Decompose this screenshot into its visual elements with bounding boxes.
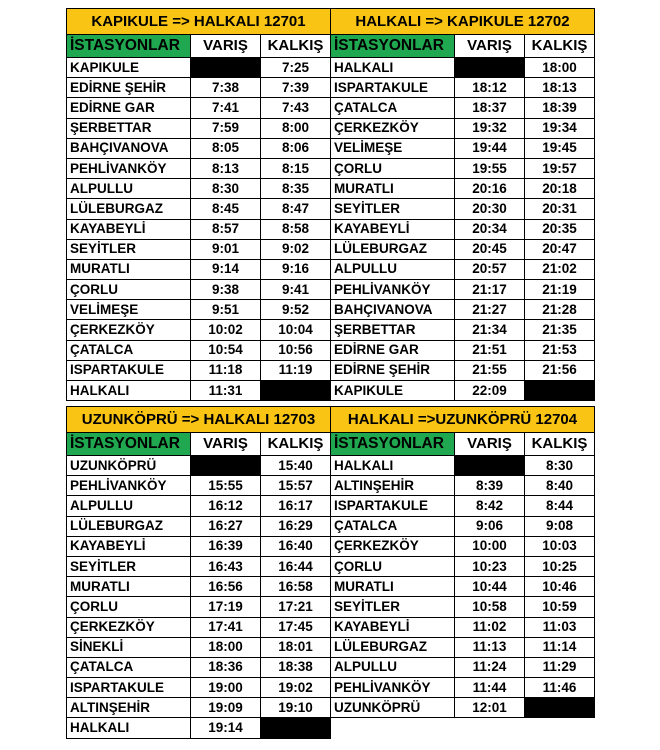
- column-header-arrival: VARIŞ: [191, 35, 261, 58]
- table-row: [67, 657, 331, 677]
- blank-cell: [261, 381, 331, 401]
- arrival-time: 10:00: [455, 536, 525, 556]
- station-name: MURATLI: [67, 259, 191, 279]
- arrival-time: 10:23: [455, 556, 525, 576]
- timetable-title: HALKALI => KAPIKULE 12702: [331, 9, 595, 35]
- table-row: [67, 300, 331, 320]
- blank-cell: [525, 381, 595, 401]
- station-name: KAYABEYLİ: [67, 219, 191, 239]
- station-name: ÇATALCA: [67, 657, 191, 677]
- station-name: ŞERBETTAR: [67, 118, 191, 138]
- table-row: [67, 118, 331, 138]
- arrival-time: 11:31: [191, 381, 261, 401]
- table-row: [67, 78, 331, 98]
- timetable-12702: [330, 8, 595, 401]
- departure-time: 8:40: [525, 476, 595, 496]
- station-name: SEYİTLER: [67, 556, 191, 576]
- column-header-departure: KALKIŞ: [525, 35, 595, 58]
- departure-time: 7:43: [261, 98, 331, 118]
- blank-cell: [455, 456, 525, 476]
- table-row: [331, 678, 595, 698]
- departure-time: 18:01: [261, 637, 331, 657]
- column-header-arrival: VARIŞ: [455, 433, 525, 456]
- arrival-time: 10:44: [455, 577, 525, 597]
- departure-time: 9:52: [261, 300, 331, 320]
- arrival-time: 10:02: [191, 320, 261, 340]
- station-name: ÇERKEZKÖY: [331, 536, 455, 556]
- departure-time: 8:35: [261, 179, 331, 199]
- arrival-time: 20:30: [455, 199, 525, 219]
- departure-time: 19:45: [525, 138, 595, 158]
- table-row: [67, 219, 331, 239]
- arrival-time: 9:06: [455, 516, 525, 536]
- arrival-time: 12:01: [455, 698, 525, 718]
- station-name: ALPULLU: [67, 179, 191, 199]
- station-name: SEYİTLER: [331, 199, 455, 219]
- station-name: EDİRNE ŞEHİR: [331, 360, 455, 380]
- departure-time: 9:08: [525, 516, 595, 536]
- station-name: ALPULLU: [331, 259, 455, 279]
- table-row: [331, 280, 595, 300]
- arrival-time: 20:45: [455, 239, 525, 259]
- blank-cell: [191, 456, 261, 476]
- arrival-time: 19:44: [455, 138, 525, 158]
- departure-time: 16:58: [261, 577, 331, 597]
- table-row: [67, 698, 331, 718]
- station-name: KAPIKULE: [67, 58, 191, 78]
- column-header-arrival: VARIŞ: [191, 433, 261, 456]
- arrival-time: 8:42: [455, 496, 525, 516]
- station-name: SEYİTLER: [67, 239, 191, 259]
- station-name: MURATLI: [331, 179, 455, 199]
- arrival-time: 21:51: [455, 340, 525, 360]
- station-name: PEHLİVANKÖY: [67, 158, 191, 178]
- station-name: LÜLEBURGAZ: [331, 239, 455, 259]
- column-header-departure: KALKIŞ: [261, 433, 331, 456]
- column-header-departure: KALKIŞ: [525, 433, 595, 456]
- arrival-time: 17:19: [191, 597, 261, 617]
- timetable-title: UZUNKÖPRÜ => HALKALI 12703: [67, 407, 331, 433]
- station-name: BAHÇIVANOVA: [331, 300, 455, 320]
- departure-time: 18:38: [261, 657, 331, 677]
- station-name: ÇORLU: [67, 280, 191, 300]
- table-row: [67, 637, 331, 657]
- table-row: [331, 58, 595, 78]
- departure-time: 10:25: [525, 556, 595, 576]
- station-name: ISPARTAKULE: [331, 496, 455, 516]
- table-row: [331, 617, 595, 637]
- table-row: [331, 300, 595, 320]
- table-row: [67, 158, 331, 178]
- departure-time: 21:19: [525, 280, 595, 300]
- departure-time: 8:44: [525, 496, 595, 516]
- arrival-time: 19:55: [455, 158, 525, 178]
- station-name: KAYABEYLİ: [67, 536, 191, 556]
- timetable-12703: [66, 406, 331, 739]
- table-row: [331, 199, 595, 219]
- column-header-stations: İSTASYONLAR: [331, 35, 455, 58]
- station-name: HALKALI: [331, 456, 455, 476]
- table-row: [67, 320, 331, 340]
- table-row: [331, 179, 595, 199]
- table-row: [331, 637, 595, 657]
- departure-time: 8:00: [261, 118, 331, 138]
- table-row: [67, 617, 331, 637]
- departure-time: 9:16: [261, 259, 331, 279]
- arrival-time: 19:00: [191, 678, 261, 698]
- station-name: ALPULLU: [67, 496, 191, 516]
- arrival-time: 22:09: [455, 381, 525, 401]
- arrival-time: 16:27: [191, 516, 261, 536]
- station-name: MURATLI: [67, 577, 191, 597]
- timetable-12704: [330, 406, 595, 718]
- station-name: HALKALI: [67, 718, 191, 738]
- station-name: LÜLEBURGAZ: [331, 637, 455, 657]
- departure-time: 8:47: [261, 199, 331, 219]
- table-row: [331, 118, 595, 138]
- departure-time: 10:59: [525, 597, 595, 617]
- departure-time: 19:57: [525, 158, 595, 178]
- arrival-time: 8:05: [191, 138, 261, 158]
- table-row: [331, 657, 595, 677]
- station-name: LÜLEBURGAZ: [67, 199, 191, 219]
- table-row: [331, 456, 595, 476]
- departure-time: 17:45: [261, 617, 331, 637]
- table-row: [331, 556, 595, 576]
- table-row: [331, 698, 595, 718]
- departure-time: 20:18: [525, 179, 595, 199]
- station-name: ÇATALCA: [331, 98, 455, 118]
- station-name: SİNEKLİ: [67, 637, 191, 657]
- table-row: [331, 536, 595, 556]
- station-name: EDİRNE GAR: [67, 98, 191, 118]
- station-name: ÇORLU: [67, 597, 191, 617]
- arrival-time: 20:16: [455, 179, 525, 199]
- arrival-time: 7:41: [191, 98, 261, 118]
- arrival-time: 8:30: [191, 179, 261, 199]
- arrival-time: 16:12: [191, 496, 261, 516]
- departure-time: 19:02: [261, 678, 331, 698]
- arrival-time: 21:34: [455, 320, 525, 340]
- departure-time: 21:53: [525, 340, 595, 360]
- arrival-time: 21:55: [455, 360, 525, 380]
- departure-time: 9:02: [261, 239, 331, 259]
- table-row: [331, 476, 595, 496]
- station-name: ÇATALCA: [331, 516, 455, 536]
- arrival-time: 16:43: [191, 556, 261, 576]
- table-row: [67, 98, 331, 118]
- departure-time: 10:04: [261, 320, 331, 340]
- departure-time: 21:28: [525, 300, 595, 320]
- blank-cell: [455, 58, 525, 78]
- station-name: PEHLİVANKÖY: [67, 476, 191, 496]
- departure-time: 8:06: [261, 138, 331, 158]
- arrival-time: 10:58: [455, 597, 525, 617]
- departure-time: 11:03: [525, 617, 595, 637]
- station-name: LÜLEBURGAZ: [67, 516, 191, 536]
- station-name: UZUNKÖPRÜ: [331, 698, 455, 718]
- table-row: [67, 456, 331, 476]
- arrival-time: 8:39: [455, 476, 525, 496]
- station-name: UZUNKÖPRÜ: [67, 456, 191, 476]
- departure-time: 10:46: [525, 577, 595, 597]
- departure-time: 19:34: [525, 118, 595, 138]
- departure-time: 10:56: [261, 340, 331, 360]
- departure-time: 9:41: [261, 280, 331, 300]
- departure-time: 11:14: [525, 637, 595, 657]
- station-name: ISPARTAKULE: [67, 360, 191, 380]
- column-header-arrival: VARIŞ: [455, 35, 525, 58]
- table-row: [67, 381, 331, 401]
- station-name: PEHLİVANKÖY: [331, 280, 455, 300]
- arrival-time: 18:12: [455, 78, 525, 98]
- station-name: MURATLI: [331, 577, 455, 597]
- station-name: ÇERKEZKÖY: [67, 617, 191, 637]
- arrival-time: 18:36: [191, 657, 261, 677]
- station-name: VELİMEŞE: [67, 300, 191, 320]
- table-row: [67, 476, 331, 496]
- table-row: [67, 516, 331, 536]
- table-row: [67, 678, 331, 698]
- departure-time: 10:03: [525, 536, 595, 556]
- arrival-time: 20:34: [455, 219, 525, 239]
- column-header-stations: İSTASYONLAR: [331, 433, 455, 456]
- arrival-time: 9:14: [191, 259, 261, 279]
- station-name: EDİRNE GAR: [331, 340, 455, 360]
- table-row: [331, 496, 595, 516]
- blank-cell: [191, 58, 261, 78]
- table-row: [331, 78, 595, 98]
- departure-time: 20:47: [525, 239, 595, 259]
- arrival-time: 17:41: [191, 617, 261, 637]
- arrival-time: 7:38: [191, 78, 261, 98]
- table-row: [331, 219, 595, 239]
- departure-time: 11:19: [261, 360, 331, 380]
- table-row: [67, 536, 331, 556]
- arrival-time: 15:55: [191, 476, 261, 496]
- table-row: [67, 597, 331, 617]
- station-name: ÇORLU: [331, 158, 455, 178]
- station-name: EDİRNE ŞEHİR: [67, 78, 191, 98]
- departure-time: 16:29: [261, 516, 331, 536]
- station-name: VELİMEŞE: [331, 138, 455, 158]
- departure-time: 21:35: [525, 320, 595, 340]
- blank-cell: [261, 718, 331, 738]
- table-row: [67, 556, 331, 576]
- arrival-time: 9:38: [191, 280, 261, 300]
- station-name: SEYİTLER: [331, 597, 455, 617]
- departure-time: 15:57: [261, 476, 331, 496]
- arrival-time: 11:44: [455, 678, 525, 698]
- table-row: [67, 58, 331, 78]
- table-row: [331, 577, 595, 597]
- arrival-time: 11:18: [191, 360, 261, 380]
- arrival-time: 18:00: [191, 637, 261, 657]
- table-row: [331, 360, 595, 380]
- table-row: [67, 718, 331, 738]
- station-name: PEHLİVANKÖY: [331, 678, 455, 698]
- arrival-time: 16:39: [191, 536, 261, 556]
- table-row: [331, 259, 595, 279]
- arrival-time: 19:09: [191, 698, 261, 718]
- table-row: [67, 179, 331, 199]
- timetable-title: HALKALI =>UZUNKÖPRÜ 12704: [331, 407, 595, 433]
- arrival-time: 11:13: [455, 637, 525, 657]
- station-name: HALKALI: [67, 381, 191, 401]
- arrival-time: 16:56: [191, 577, 261, 597]
- station-name: ISPARTAKULE: [331, 78, 455, 98]
- table-row: [67, 280, 331, 300]
- table-row: [67, 138, 331, 158]
- departure-time: 20:35: [525, 219, 595, 239]
- table-row: [67, 496, 331, 516]
- arrival-time: 8:13: [191, 158, 261, 178]
- station-name: ALTINŞEHİR: [331, 476, 455, 496]
- table-row: [331, 340, 595, 360]
- arrival-time: 21:27: [455, 300, 525, 320]
- departure-time: 16:17: [261, 496, 331, 516]
- table-row: [331, 597, 595, 617]
- table-row: [67, 340, 331, 360]
- station-name: KAYABEYLİ: [331, 219, 455, 239]
- station-name: ÇERKEZKÖY: [331, 118, 455, 138]
- arrival-time: 19:32: [455, 118, 525, 138]
- station-name: KAYABEYLİ: [331, 617, 455, 637]
- station-name: ÇERKEZKÖY: [67, 320, 191, 340]
- station-name: ALPULLU: [331, 657, 455, 677]
- departure-time: 11:29: [525, 657, 595, 677]
- arrival-time: 7:59: [191, 118, 261, 138]
- timetable-title: KAPIKULE => HALKALI 12701: [67, 9, 331, 35]
- timetable-12701: [66, 8, 331, 401]
- arrival-time: 10:54: [191, 340, 261, 360]
- arrival-time: 19:14: [191, 718, 261, 738]
- arrival-time: 18:37: [455, 98, 525, 118]
- table-row: [331, 138, 595, 158]
- departure-time: 11:46: [525, 678, 595, 698]
- station-name: ALTINŞEHİR: [67, 698, 191, 718]
- table-row: [331, 158, 595, 178]
- station-name: ÇORLU: [331, 556, 455, 576]
- departure-time: 7:25: [261, 58, 331, 78]
- table-row: [67, 360, 331, 380]
- station-name: BAHÇIVANOVA: [67, 138, 191, 158]
- departure-time: 21:56: [525, 360, 595, 380]
- arrival-time: 9:51: [191, 300, 261, 320]
- departure-time: 8:58: [261, 219, 331, 239]
- departure-time: 16:44: [261, 556, 331, 576]
- arrival-time: 9:01: [191, 239, 261, 259]
- departure-time: 16:40: [261, 536, 331, 556]
- departure-time: 18:00: [525, 58, 595, 78]
- table-row: [331, 239, 595, 259]
- column-header-departure: KALKIŞ: [261, 35, 331, 58]
- arrival-time: 8:57: [191, 219, 261, 239]
- departure-time: 8:15: [261, 158, 331, 178]
- station-name: HALKALI: [331, 58, 455, 78]
- station-name: KAPIKULE: [331, 381, 455, 401]
- station-name: ŞERBETTAR: [331, 320, 455, 340]
- table-row: [67, 577, 331, 597]
- station-name: ISPARTAKULE: [67, 678, 191, 698]
- table-row: [331, 516, 595, 536]
- departure-time: 20:31: [525, 199, 595, 219]
- departure-time: 18:39: [525, 98, 595, 118]
- blank-cell: [525, 698, 595, 718]
- departure-time: 8:30: [525, 456, 595, 476]
- table-row: [331, 320, 595, 340]
- departure-time: 7:39: [261, 78, 331, 98]
- departure-time: 15:40: [261, 456, 331, 476]
- column-header-stations: İSTASYONLAR: [67, 35, 191, 58]
- column-header-stations: İSTASYONLAR: [67, 433, 191, 456]
- arrival-time: 8:45: [191, 199, 261, 219]
- table-row: [331, 98, 595, 118]
- departure-time: 19:10: [261, 698, 331, 718]
- table-row: [67, 239, 331, 259]
- departure-time: 21:02: [525, 259, 595, 279]
- table-row: [67, 259, 331, 279]
- arrival-time: 11:24: [455, 657, 525, 677]
- arrival-time: 11:02: [455, 617, 525, 637]
- departure-time: 18:13: [525, 78, 595, 98]
- station-name: ÇATALCA: [67, 340, 191, 360]
- table-row: [331, 381, 595, 401]
- arrival-time: 20:57: [455, 259, 525, 279]
- departure-time: 17:21: [261, 597, 331, 617]
- table-row: [67, 199, 331, 219]
- arrival-time: 21:17: [455, 280, 525, 300]
